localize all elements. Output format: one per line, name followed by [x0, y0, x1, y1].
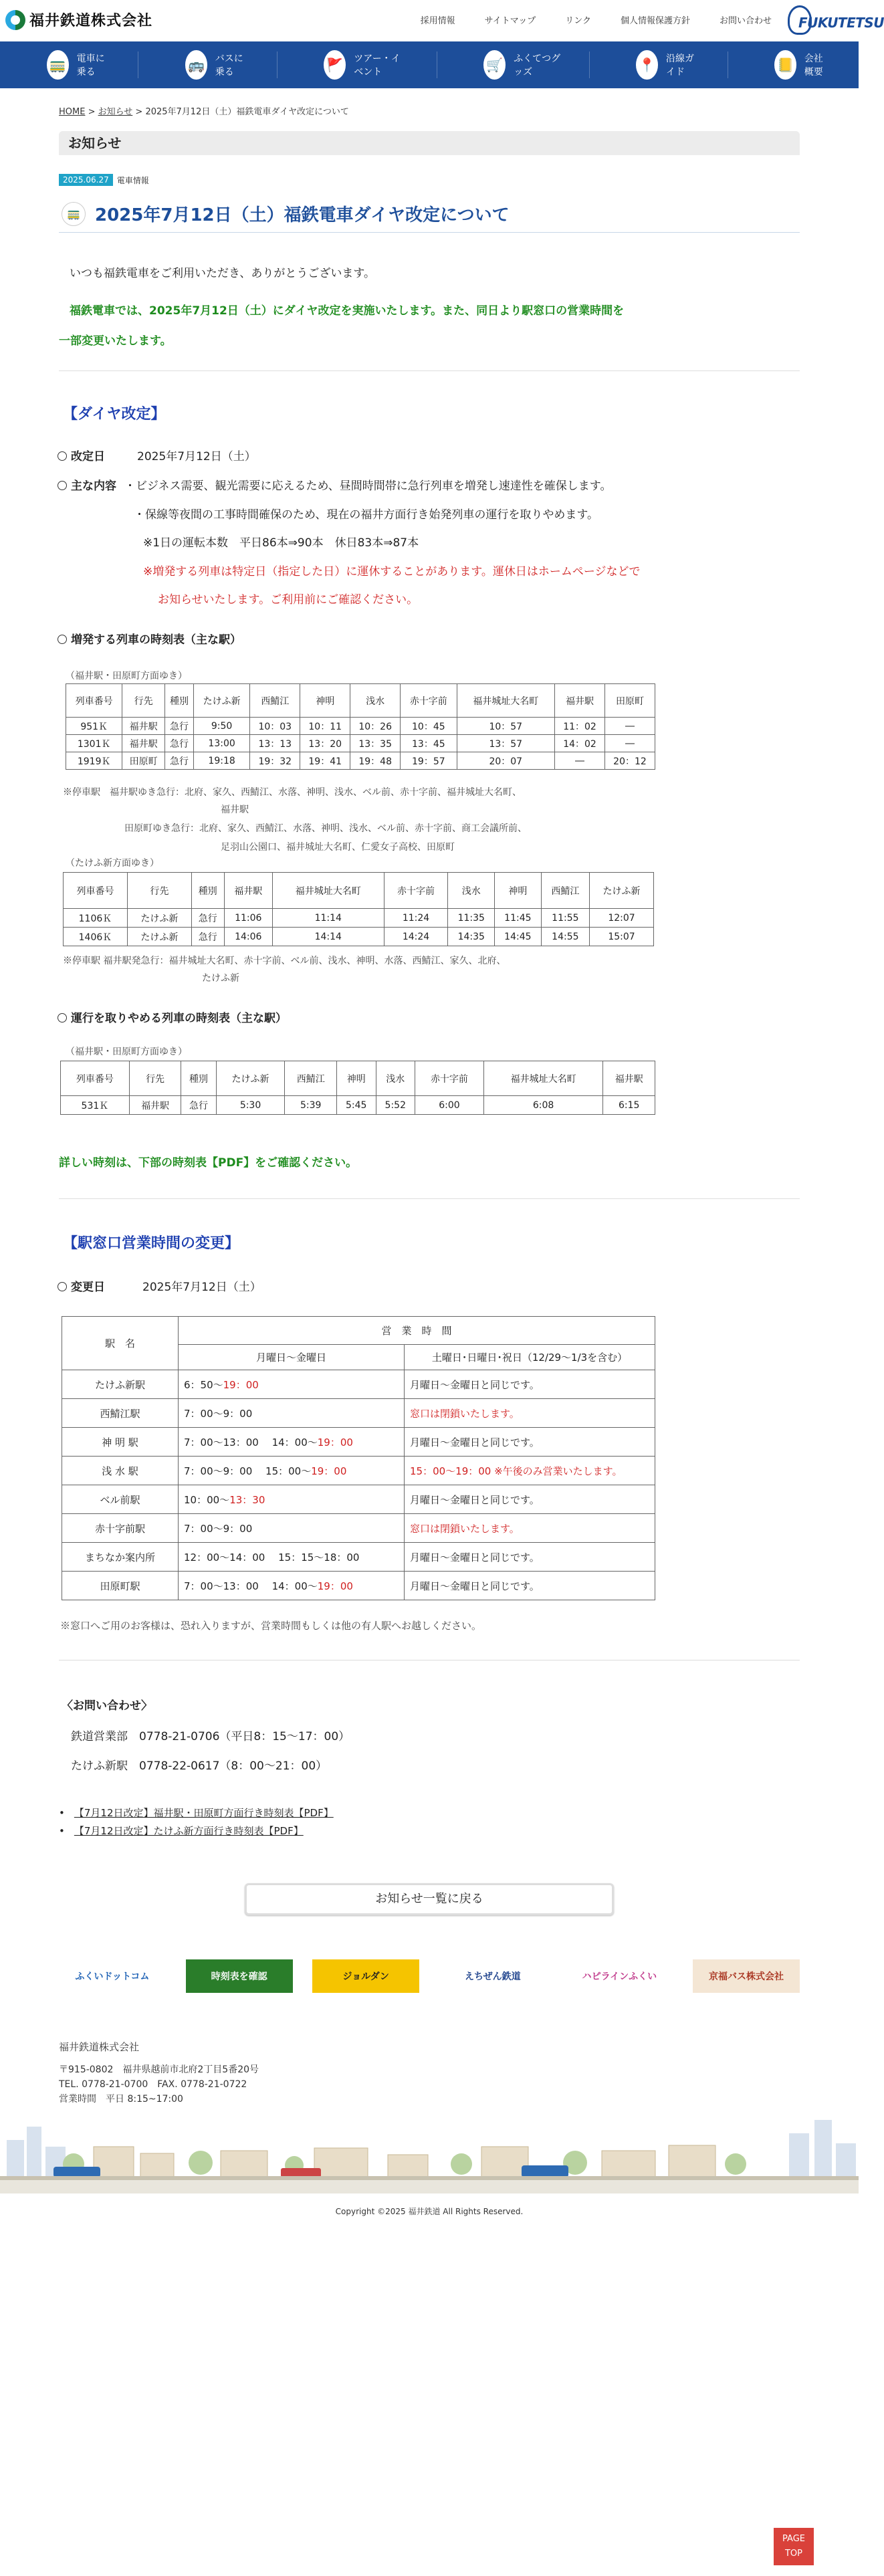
added-direction-1: （福井駅・田原町方面ゆき）	[66, 671, 187, 681]
table-cell: 19：57	[401, 752, 457, 770]
table-header-row	[64, 873, 654, 909]
table-row	[62, 1457, 655, 1485]
pdf-note: 詳しい時刻は、下部の時刻表【PDF】をご確認ください。	[59, 1156, 358, 1170]
table-cell: 11:24	[384, 909, 448, 928]
intro-text: いつも福鉄電車をご利用いただき、ありがとうございます。	[70, 267, 375, 280]
column-header: 行先	[129, 1061, 181, 1096]
station-cell: 赤十字前駅	[62, 1514, 179, 1543]
link-contact[interactable]: お問い合わせ	[719, 16, 772, 26]
page-top-label: TOP	[784, 2549, 802, 2559]
main-nav	[0, 41, 859, 88]
table-cell: 急行	[191, 909, 224, 928]
logo-mark-icon	[5, 10, 25, 30]
table-cell: 11:35	[448, 909, 495, 928]
column-header: 福井城址大名町	[272, 873, 384, 909]
copyright: Copyright ©2025 福井鉄道 All Rights Reserved.	[335, 2207, 524, 2216]
table-cell: 19：41	[300, 752, 350, 770]
page-top-button[interactable]	[774, 2528, 814, 2565]
banner-label: ふくいドットコム	[75, 1971, 150, 1982]
column-header: 福井城址大名町	[457, 684, 555, 718]
site-logo[interactable]	[5, 9, 152, 30]
nav-label: 沿線ガイド	[666, 53, 694, 78]
added-timetable-2	[63, 872, 654, 946]
town-illustration	[0, 2107, 859, 2193]
added-heading-row	[58, 630, 241, 647]
circle-bullet-icon	[58, 635, 67, 644]
column-header: 赤十字前	[415, 1061, 484, 1096]
list-item	[59, 1806, 334, 1820]
column-header: 田原町	[604, 684, 655, 718]
banner-label: 時刻表を確認	[211, 1971, 267, 1982]
stop-note-1c: 田原町ゆき急行：北府、家久、西鯖江、水落、神明、浅水、ベル前、赤十字前、商工会議所前、	[124, 823, 527, 834]
back-to-news-button[interactable]: お知らせ一覧に戻る	[245, 1883, 614, 1915]
weekday-hours-cell: 7：00～13：00 14：00～19：00	[179, 1572, 405, 1600]
column-header: 浅水	[448, 873, 495, 909]
nav-tour[interactable]	[277, 41, 436, 88]
table-cell: 急行	[191, 928, 224, 946]
table-cell: 5:52	[376, 1096, 415, 1115]
dia-date-value: 2025年7月12日（土）	[137, 450, 256, 463]
cart-icon: 🛒	[483, 50, 506, 80]
table-row	[62, 1399, 655, 1428]
table-row	[64, 928, 654, 946]
table-cell: 11:55	[541, 909, 589, 928]
weekday-hours-cell: 7：00～9：00	[179, 1399, 405, 1428]
train-icon: 🚃	[62, 202, 86, 226]
table-cell: 6:15	[603, 1096, 655, 1115]
table-header-row	[66, 684, 655, 718]
stop-note-1b: 福井駅	[221, 804, 249, 815]
dia-content-3: ※1日の運転本数 平日86本⇒90本 休日83本⇒87本	[143, 536, 419, 550]
footer-hours: 営業時間 平日 8:15~17:00	[59, 2094, 183, 2105]
tour-icon: 🚩	[324, 50, 346, 80]
table-cell: 20：07	[457, 752, 555, 770]
date-badge: 2025.06.27	[59, 174, 113, 186]
table-cell: 13：20	[300, 735, 350, 752]
table-cell: 1919Ｋ	[66, 752, 122, 770]
holiday-hours-cell: 月曜日～金曜日と同じです。	[405, 1543, 655, 1572]
table-cell: 11：02	[555, 718, 605, 735]
cancel-timetable	[60, 1061, 655, 1115]
top-bar	[0, 0, 884, 41]
table-cell: 13：45	[401, 735, 457, 752]
holiday-hours-cell: 月曜日～金曜日と同じです。	[405, 1370, 655, 1399]
nav-label: バスに乗る	[215, 53, 243, 78]
column-header: たけふ新	[216, 1061, 285, 1096]
divider	[59, 370, 800, 371]
column-header: 種別	[181, 1061, 216, 1096]
station-cell: 神 明 駅	[62, 1428, 179, 1457]
station-cell: 西鯖江駅	[62, 1399, 179, 1428]
added-timetable-1	[66, 683, 655, 770]
page-top-label: PAGE	[782, 2534, 805, 2544]
table-cell: 531Ｋ	[61, 1096, 130, 1115]
article-title-row	[59, 195, 800, 233]
table-cell: 15:07	[590, 928, 654, 946]
column-header: 赤十字前	[384, 873, 448, 909]
holiday-hours-cell: 月曜日～金曜日と同じです。	[405, 1485, 655, 1514]
table-cell: 急行	[165, 718, 194, 735]
table-row	[66, 752, 655, 770]
circle-bullet-icon	[58, 1013, 67, 1023]
station-cell: たけふ新駅	[62, 1370, 179, 1399]
dia-content-row	[58, 476, 611, 493]
weekday-hours-cell: 12：00～14：00 15：15～18：00	[179, 1543, 405, 1572]
table-cell: 6:08	[483, 1096, 603, 1115]
holiday-hours-cell: 15：00～19：00 ※午後のみ営業いたします。	[405, 1457, 655, 1485]
table-row	[62, 1428, 655, 1457]
brand-text: FUKUTETSU	[798, 15, 884, 31]
table-cell: たけふ新	[127, 909, 191, 928]
contact-line-2: たけふ新駅 0778-22-0617（8：00～21：00）	[71, 1759, 328, 1773]
circle-bullet-icon	[58, 451, 67, 461]
added-direction-2: （たけふ新方面ゆき）	[66, 858, 159, 869]
map-pin-icon: 📍	[636, 50, 658, 80]
col-holiday: 土曜日･日曜日･祝日（12/29～1/3を含む）	[405, 1345, 655, 1370]
contact-heading: 〈お問い合わせ〉	[62, 1699, 152, 1713]
dia-date-row	[58, 447, 256, 463]
list-item	[59, 1824, 334, 1838]
nav-guide[interactable]	[589, 41, 727, 88]
column-header: 西鯖江	[541, 873, 589, 909]
breadcrumb-separator: >	[135, 107, 143, 117]
banner-fukui-dotcom[interactable]	[59, 1959, 166, 1993]
table-cell: ―	[604, 718, 655, 735]
column-header: たけふ新	[193, 684, 249, 718]
window-date-label: 変更日	[71, 1281, 105, 1294]
nav-goods[interactable]	[437, 41, 588, 88]
nav-train[interactable]	[0, 41, 138, 88]
table-cell: 14:24	[384, 928, 448, 946]
breadcrumb-separator: >	[88, 107, 96, 117]
window-heading: 【駅窓口営業時間の変更】	[63, 1235, 240, 1252]
banner-hapiline[interactable]	[566, 1959, 673, 1993]
table-cell: 13：13	[250, 735, 300, 752]
circle-bullet-icon	[58, 1282, 67, 1291]
table-cell: 10：45	[401, 718, 457, 735]
station-cell: 浅 水 駅	[62, 1457, 179, 1485]
weekday-hours-cell: 10：00～13：30	[179, 1485, 405, 1514]
table-cell: 14:55	[541, 928, 589, 946]
column-header: 浅水	[350, 684, 401, 718]
pdf-links	[59, 1806, 334, 1842]
column-header: 行先	[127, 873, 191, 909]
col-hours: 営 業 時 間	[179, 1317, 655, 1345]
window-note: ※窓口へご用のお客様は、恐れ入りますが、営業時間もしくは他の有人駅へお越しください。	[60, 1620, 482, 1632]
column-header: 福井駅	[224, 873, 272, 909]
table-cell: ―	[604, 735, 655, 752]
holiday-hours-cell: 窓口は閉鎖いたします。	[405, 1399, 655, 1428]
weekday-hours-cell: 7：00～9：00	[179, 1514, 405, 1543]
dia-date-label: 改定日	[71, 450, 105, 463]
nav-label: ふくてつグッズ	[514, 53, 561, 78]
cancel-heading-row	[58, 1008, 287, 1025]
table-cell: 9:50	[193, 718, 249, 735]
banner-keifuku-bus[interactable]	[693, 1959, 800, 1993]
table-row	[66, 735, 655, 752]
table-cell: 1301Ｋ	[66, 735, 122, 752]
column-header: 浅水	[376, 1061, 415, 1096]
stop-note-2b: たけふ新	[202, 973, 239, 984]
column-header: 種別	[165, 684, 194, 718]
lead-text-2: 一部変更いたします。	[59, 334, 172, 348]
banner-row	[59, 1953, 800, 2000]
breadcrumb	[59, 104, 349, 117]
dia-content-5: お知らせいたします。ご利用前にご確認ください。	[158, 593, 419, 607]
banner-label: ジョルダン	[342, 1971, 389, 1982]
table-cell: 951Ｋ	[66, 718, 122, 735]
banner-label: えちぜん鉄道	[464, 1971, 521, 1982]
column-header: 赤十字前	[401, 684, 457, 718]
table-cell: 福井駅	[129, 1096, 181, 1115]
window-date-value: 2025年7月12日（土）	[142, 1281, 261, 1294]
fukutetsu-brand-logo[interactable]	[788, 5, 884, 36]
contact-line-1: 鉄道営業部 0778-21-0706（平日8：15～17：00）	[71, 1730, 350, 1743]
column-header: 列車番号	[64, 873, 128, 909]
holiday-hours-cell: 月曜日～金曜日と同じです。	[405, 1428, 655, 1457]
table-row	[64, 909, 654, 928]
table-cell: 田原町	[122, 752, 165, 770]
table-row	[62, 1572, 655, 1600]
column-header: 神明	[336, 1061, 376, 1096]
table-cell: 13:00	[193, 735, 249, 752]
table-cell: 14:06	[224, 928, 272, 946]
nav-bus[interactable]	[138, 41, 276, 88]
pdf-link-fukui[interactable]: 【7月12日改定】福井駅・田原町方面行き時刻表【PDF】	[74, 1807, 334, 1819]
table-cell: 5:45	[336, 1096, 376, 1115]
column-header: 福井駅	[555, 684, 605, 718]
table-header-row	[61, 1061, 655, 1096]
table-cell: 急行	[181, 1096, 216, 1115]
divider	[59, 1198, 800, 1199]
utility-links	[421, 13, 772, 26]
table-cell: 10：57	[457, 718, 555, 735]
cancel-heading: 運行を取りやめる列車の時刻表（主な駅）	[71, 1012, 287, 1025]
column-header: 列車番号	[61, 1061, 130, 1096]
category-label: 電車情報	[116, 175, 149, 185]
stop-note-1d: 足羽山公園口、福井城址大名町、仁愛女子高校、田原町	[221, 842, 455, 853]
link-sitemap[interactable]: サイトマップ	[484, 16, 536, 26]
document-icon: 📒	[774, 50, 796, 80]
table-cell: 14:45	[495, 928, 542, 946]
weekday-hours-cell: 7：00～9：00 15：00～19：00	[179, 1457, 405, 1485]
breadcrumb-current: 2025年7月12日（土）福鉄電車ダイヤ改定について	[145, 107, 349, 117]
breadcrumb-news[interactable]: お知らせ	[98, 107, 133, 117]
column-header: 種別	[191, 873, 224, 909]
article-meta	[59, 174, 149, 186]
dia-content-label: 主な内容	[71, 479, 116, 493]
table-cell: 5:30	[216, 1096, 285, 1115]
column-header: 行先	[122, 684, 165, 718]
window-hours-table	[62, 1316, 655, 1600]
table-cell: 福井駅	[122, 718, 165, 735]
table-cell: 19：48	[350, 752, 401, 770]
cancel-direction: （福井駅・田原町方面ゆき）	[66, 1047, 187, 1057]
table-cell: 14:35	[448, 928, 495, 946]
holiday-hours-cell: 窓口は閉鎖いたします。	[405, 1514, 655, 1543]
banner-timetable[interactable]	[186, 1959, 293, 1993]
column-header: 神明	[495, 873, 542, 909]
section-title: お知らせ	[59, 131, 800, 155]
table-cell: たけふ新	[127, 928, 191, 946]
table-cell: 13：35	[350, 735, 401, 752]
table-row	[62, 1543, 655, 1572]
table-cell: 10：11	[300, 718, 350, 735]
table-cell: 20：12	[604, 752, 655, 770]
dia-heading: 【ダイヤ改定】	[63, 406, 166, 423]
table-cell: 11:14	[272, 909, 384, 928]
column-header: 神明	[300, 684, 350, 718]
stop-note-2a: ※停車駅 福井駅発急行：福井城址大名町、赤十字前、ベル前、浅水、神明、水落、西鯖江、家久、北府、	[63, 956, 506, 966]
nav-company[interactable]	[728, 41, 859, 88]
station-cell: 田原町駅	[62, 1572, 179, 1600]
table-cell: 急行	[165, 735, 194, 752]
station-cell: ベル前駅	[62, 1485, 179, 1514]
table-cell: 5:39	[285, 1096, 337, 1115]
banner-label: 京福バス株式会社	[708, 1971, 784, 1982]
nav-label: ツアー・イベント	[354, 53, 401, 78]
bus-icon: 🚌	[185, 50, 207, 80]
circle-bullet-icon	[58, 481, 67, 490]
footer-company: 福井鉄道株式会社	[59, 2041, 140, 2053]
table-row	[66, 718, 655, 735]
page-title: 2025年7月12日（土）福鉄電車ダイヤ改定について	[95, 205, 510, 225]
table-row	[62, 1370, 655, 1399]
column-header: 列車番号	[66, 684, 122, 718]
dia-content-1: ・ビジネス需要、観光需要に応えるため、昼間時間帯に急行列車を増発し速達性を確保します。	[124, 479, 612, 493]
column-header: 福井城址大名町	[483, 1061, 603, 1096]
weekday-hours-cell: 6：50～19：00	[179, 1370, 405, 1399]
table-row	[62, 1514, 655, 1543]
nav-label: 電車に乗る	[76, 53, 105, 78]
column-header: 西鯖江	[285, 1061, 337, 1096]
table-cell: 福井駅	[122, 735, 165, 752]
added-heading: 増発する列車の時刻表（主な駅）	[71, 633, 241, 647]
pdf-link-takefu[interactable]: 【7月12日改定】たけふ新方面行き時刻表【PDF】	[74, 1825, 304, 1837]
banner-label: ハピラインふくい	[582, 1971, 657, 1982]
table-cell: 急行	[165, 752, 194, 770]
col-station: 駅 名	[62, 1317, 179, 1370]
table-cell: 1406Ｋ	[64, 928, 128, 946]
weekday-hours-cell: 7：00～13：00 14：00～19：00	[179, 1428, 405, 1457]
table-cell: ―	[555, 752, 605, 770]
station-cell: まちなか案内所	[62, 1543, 179, 1572]
table-cell: 14：02	[555, 735, 605, 752]
breadcrumb-home[interactable]: HOME	[59, 107, 86, 117]
table-cell: 19：32	[250, 752, 300, 770]
table-cell: 12:07	[590, 909, 654, 928]
link-links[interactable]: リンク	[565, 16, 591, 26]
column-header: 西鯖江	[250, 684, 300, 718]
column-header: たけふ新	[590, 873, 654, 909]
link-privacy[interactable]: 個人情報保護方針	[620, 16, 690, 26]
banner-jorudan[interactable]	[312, 1959, 419, 1993]
holiday-hours-cell: 月曜日～金曜日と同じです。	[405, 1572, 655, 1600]
table-cell: 11:45	[495, 909, 542, 928]
train-icon: 🚃	[47, 50, 69, 80]
dia-content-2: ・保線等夜間の工事時間確保のため、現在の福井方面行き始発列車の運行を取りやめます。	[134, 508, 598, 522]
footer-info	[59, 2040, 259, 2107]
column-header: 福井駅	[603, 1061, 655, 1096]
table-cell: 10：03	[250, 718, 300, 735]
footer-address: 〒915-0802 福井県越前市北府2丁目5番20号	[59, 2064, 259, 2075]
col-weekday: 月曜日～金曜日	[179, 1345, 405, 1370]
table-cell: 13：57	[457, 735, 555, 752]
table-cell: 6:00	[415, 1096, 484, 1115]
link-recruit[interactable]: 採用情報	[420, 16, 455, 26]
table-row	[61, 1096, 655, 1115]
dia-content-4: ※増発する列車は特定日（指定した日）に運休することがあります。運休日はホームページなどで	[143, 565, 641, 578]
window-date-row	[58, 1277, 261, 1294]
footer-tel: TEL. 0778-21-0700 FAX. 0778-21-0722	[59, 2079, 247, 2090]
banner-echizen[interactable]	[439, 1959, 546, 1993]
lead-text-1: 福鉄電車では、2025年7月12日（土）にダイヤ改定を実施いたします。また、同日より駅窓口の営業時間を	[70, 304, 625, 318]
table-cell: 19:18	[193, 752, 249, 770]
table-cell: 1106Ｋ	[64, 909, 128, 928]
table-row	[62, 1485, 655, 1514]
nav-label: 会社概要	[804, 53, 823, 78]
table-cell: 14:14	[272, 928, 384, 946]
table-cell: 11:06	[224, 909, 272, 928]
town-illustration-graphic	[0, 2107, 859, 2193]
company-name: 福井鉄道株式会社	[29, 13, 153, 29]
table-cell: 10：26	[350, 718, 401, 735]
stop-note-1a: ※停車駅 福井駅ゆき急行：北府、家久、西鯖江、水落、神明、浅水、ベル前、赤十字前、福井城址大名町、	[63, 787, 522, 798]
